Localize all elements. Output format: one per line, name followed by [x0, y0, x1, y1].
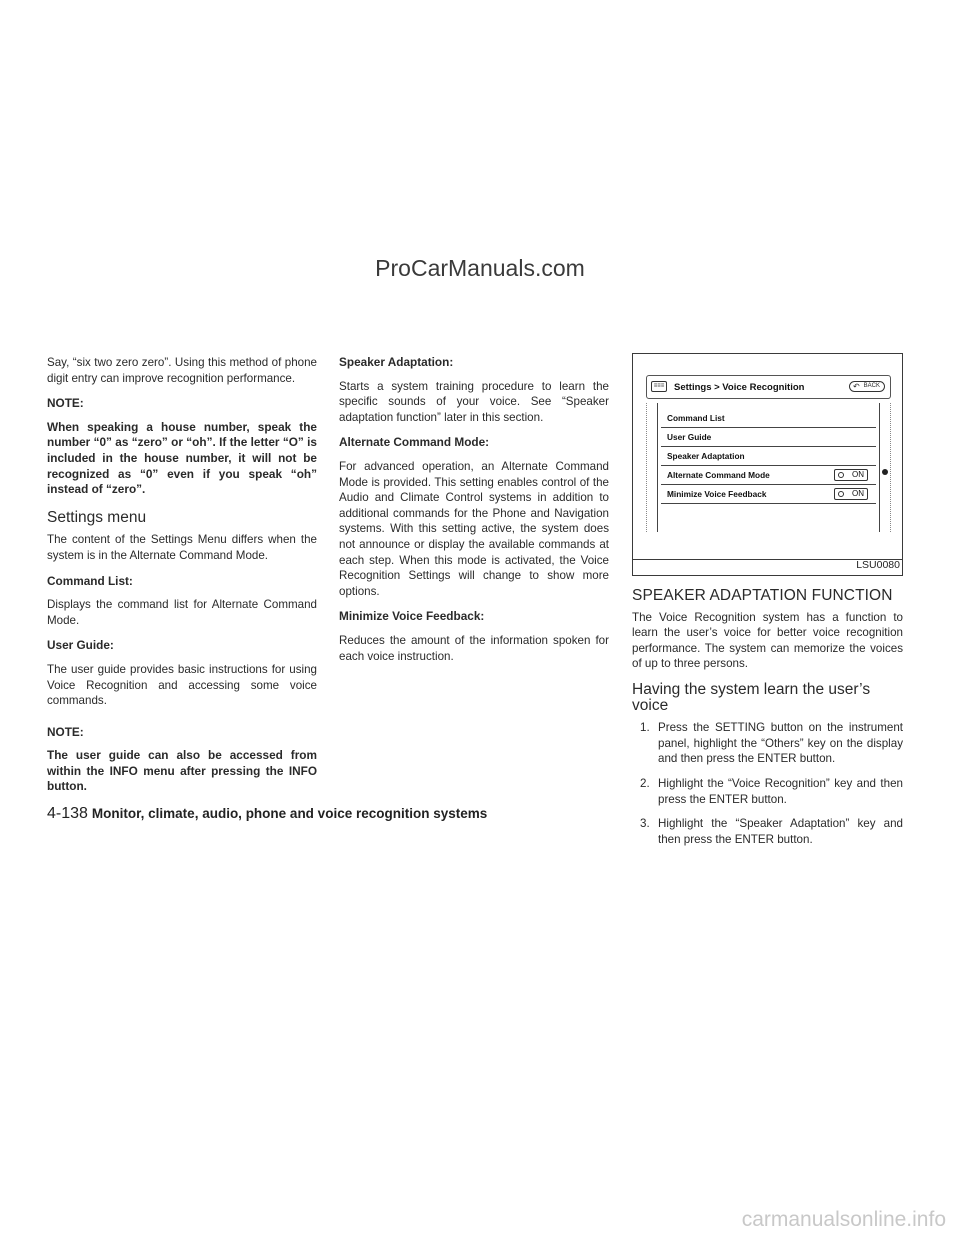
back-arrow-icon: ↶	[853, 382, 860, 391]
user-guide-label: User Guide:	[47, 638, 114, 653]
toggle-label: ON	[852, 470, 864, 479]
menu-icon: ≡≡≡	[651, 381, 667, 392]
toggle-label: ON	[852, 489, 864, 498]
figure-voice-settings-screen	[632, 353, 903, 576]
figure-label: LSU0080	[856, 559, 900, 572]
watermark-procarmanuals: ProCarManuals.com	[375, 255, 585, 281]
list-item-label: Minimize Voice Feedback	[667, 489, 767, 499]
page-number: 4-138	[47, 805, 88, 822]
step-item	[632, 816, 903, 847]
step-number: 1.	[640, 721, 650, 735]
list-item-alternate-command-mode[interactable]	[661, 466, 876, 485]
learn-voice-heading: Having the system learn the user’s voice	[632, 680, 871, 714]
screen-title: Settings > Voice Recognition	[674, 382, 805, 393]
screen-list	[646, 403, 891, 532]
steps-list	[632, 720, 903, 847]
alternate-command-label: Alternate Command Mode:	[339, 435, 490, 450]
list-item-minimize-voice-feedback[interactable]	[661, 485, 876, 504]
speaker-adaptation-heading: SPEAKER ADAPTATION FUNCTION	[632, 587, 893, 604]
speaker-adaptation-intro: The Voice Recognition system has a function to learn the user’s voice for better voice recognition performance. The system can memorize the voices of up to three persons.	[632, 610, 903, 671]
chapter-title: Monitor, climate, audio, phone and voice recognition systems	[91, 806, 488, 821]
list-item-user-guide[interactable]	[661, 428, 876, 447]
back-button[interactable]	[849, 381, 885, 392]
column-middle	[339, 355, 609, 674]
watermark-carmanualsonline: carmanualsonline.info	[741, 1208, 946, 1231]
screen-header	[646, 375, 891, 399]
step-text: Highlight the “Speaker Adaptation” key and then press the ENTER button.	[658, 817, 903, 846]
screen-display	[646, 375, 891, 532]
list-item-command-list[interactable]	[661, 409, 876, 428]
command-list-body: Displays the command list for Alternate Command Mode.	[47, 598, 317, 627]
step-number: 2.	[640, 776, 650, 790]
list-item-label: Command List	[667, 413, 725, 423]
settings-menu-heading: Settings menu	[47, 508, 147, 526]
note-house-number: When speaking a house number, speak the number “0” as “zero” or “oh”. If the letter “O” is included in the house number, it will not be recognized as “0” even if you speak “oh” instead of “zero”.	[47, 419, 317, 497]
toggle-on[interactable]	[834, 469, 868, 481]
alternate-command-body: For advanced operation, an Alternate Command Mode is provided. This setting enables control of the Audio and Climate Control systems in addition to additional commands for the Phone and Navigation systems. With this setting active, the system does not announce or display the available commands at each step. When this mode is activated, the Voice Recognition Settings will change to show more options.	[339, 459, 609, 598]
note-user-guide: The user guide can also be accessed from within the INFO menu after pressing the INFO button.	[47, 748, 317, 794]
note-label: NOTE:	[47, 396, 84, 411]
speaker-adaptation-label: Speaker Adaptation:	[339, 355, 454, 369]
left-scroll-rail	[646, 403, 658, 532]
note-label-2: NOTE:	[47, 724, 84, 739]
column-right	[632, 353, 903, 856]
minimize-feedback-body: Reduces the amount of the information spoken for each voice instruction.	[339, 633, 609, 663]
toggle-indicator-icon	[838, 491, 844, 497]
toggle-indicator-icon	[838, 472, 844, 478]
intro-paragraph: Say, “six two zero zero”. Using this method of phone digit entry can improve recognition performance.	[47, 356, 317, 385]
list-item-label: Alternate Command Mode	[667, 470, 770, 480]
step-item	[632, 720, 903, 767]
scroll-indicator-icon	[882, 469, 888, 475]
command-list-label: Command List:	[47, 573, 133, 588]
settings-menu-body: The content of the Settings Menu differs when the system is in the Alternate Command Mode.	[47, 533, 317, 562]
column-left	[47, 355, 317, 807]
list-item-label: Speaker Adaptation	[667, 451, 745, 461]
list-item-label: User Guide	[667, 432, 712, 442]
step-text: Press the SETTING button on the instrument panel, highlight the “Others” key on the display and then press the ENTER button.	[658, 721, 903, 766]
right-scroll-rail[interactable]	[879, 403, 891, 532]
user-guide-body: The user guide provides basic instructions for using Voice Recognition and accessing some voice commands.	[47, 662, 317, 708]
minimize-feedback-label: Minimize Voice Feedback:	[339, 609, 485, 624]
step-number: 3.	[640, 817, 650, 831]
toggle-on[interactable]	[834, 488, 868, 500]
list-item-speaker-adaptation[interactable]	[661, 447, 876, 466]
back-label: BACK	[863, 383, 880, 389]
step-item	[632, 776, 903, 807]
page-footer	[47, 805, 487, 823]
step-text: Highlight the “Voice Recognition” key and then press the ENTER button.	[658, 776, 903, 806]
speaker-adaptation-body: Starts a system training procedure to learn the specific sounds of your voice. See “Speaker adaptation function” later in this section.	[339, 379, 609, 424]
